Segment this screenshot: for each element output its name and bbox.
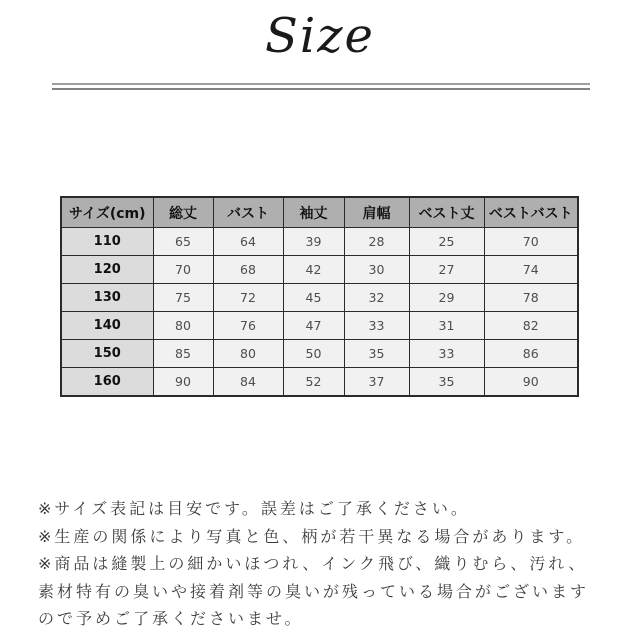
- size-cell: 110: [61, 228, 153, 256]
- value-cell: 35: [344, 340, 409, 368]
- header-cell-shoulder: 肩幅: [344, 197, 409, 228]
- note-line-4: 素材特有の臭いや接着剤等の臭いが残っている場合がございます: [38, 581, 590, 601]
- value-cell: 50: [283, 340, 344, 368]
- value-cell: 85: [153, 340, 213, 368]
- value-cell: 52: [283, 368, 344, 396]
- value-cell: 70: [153, 256, 213, 284]
- value-cell: 47: [283, 312, 344, 340]
- value-cell: 76: [213, 312, 283, 340]
- value-cell: 82: [484, 312, 578, 340]
- value-cell: 90: [153, 368, 213, 396]
- table-row-120: [61, 256, 578, 284]
- value-cell: 32: [344, 284, 409, 312]
- value-cell: 27: [409, 256, 484, 284]
- value-cell: 39: [283, 228, 344, 256]
- size-cell: 150: [61, 340, 153, 368]
- note-line-3: ※商品は縫製上の細かいほつれ、インク飛び、織りむら、汚れ、: [38, 554, 588, 573]
- title-divider: [52, 83, 590, 90]
- value-cell: 84: [213, 368, 283, 396]
- value-cell: 90: [484, 368, 578, 396]
- table-header-row: [61, 197, 578, 228]
- value-cell: 72: [213, 284, 283, 312]
- table-row-130: [61, 284, 578, 312]
- table-row-110: [61, 228, 578, 256]
- note-line-1: ※サイズ表記は目安です。誤差はご了承ください。: [38, 499, 470, 518]
- value-cell: 42: [283, 256, 344, 284]
- size-cell: 130: [61, 284, 153, 312]
- table-row-160: [61, 368, 578, 396]
- size-cell: 120: [61, 256, 153, 284]
- value-cell: 30: [344, 256, 409, 284]
- note-line-2: ※生産の関係により写真と色、柄が若干異なる場合があります。: [38, 526, 586, 546]
- value-cell: 25: [409, 228, 484, 256]
- value-cell: 65: [153, 228, 213, 256]
- size-cell: 140: [61, 312, 153, 340]
- value-cell: 80: [153, 312, 213, 340]
- value-cell: 28: [344, 228, 409, 256]
- value-cell: 70: [484, 228, 578, 256]
- value-cell: 80: [213, 340, 283, 368]
- value-cell: 74: [484, 256, 578, 284]
- value-cell: 75: [153, 284, 213, 312]
- header-cell-total-length: 総丈: [153, 197, 213, 228]
- value-cell: 35: [409, 368, 484, 396]
- value-cell: 37: [344, 368, 409, 396]
- header-cell-bust: バスト: [213, 197, 283, 228]
- value-cell: 31: [409, 312, 484, 340]
- header-cell-size: サイズ(cm): [61, 197, 153, 228]
- value-cell: 33: [344, 312, 409, 340]
- value-cell: 86: [484, 340, 578, 368]
- header-cell-vest-bust: ベストバスト: [484, 197, 578, 228]
- size-table: [60, 196, 579, 397]
- table-row-140: [61, 312, 578, 340]
- value-cell: 45: [283, 284, 344, 312]
- header-cell-sleeve: 袖丈: [283, 197, 344, 228]
- value-cell: 78: [484, 284, 578, 312]
- notes-block: [38, 495, 634, 633]
- value-cell: 33: [409, 340, 484, 368]
- value-cell: 29: [409, 284, 484, 312]
- table-row-150: [61, 340, 578, 368]
- page-title: Size: [265, 8, 375, 64]
- header-cell-vest-length: ベスト丈: [409, 197, 484, 228]
- note-line-5: ので予めご了承くださいませ。: [38, 609, 304, 628]
- value-cell: 64: [213, 228, 283, 256]
- size-cell: 160: [61, 368, 153, 396]
- value-cell: 68: [213, 256, 283, 284]
